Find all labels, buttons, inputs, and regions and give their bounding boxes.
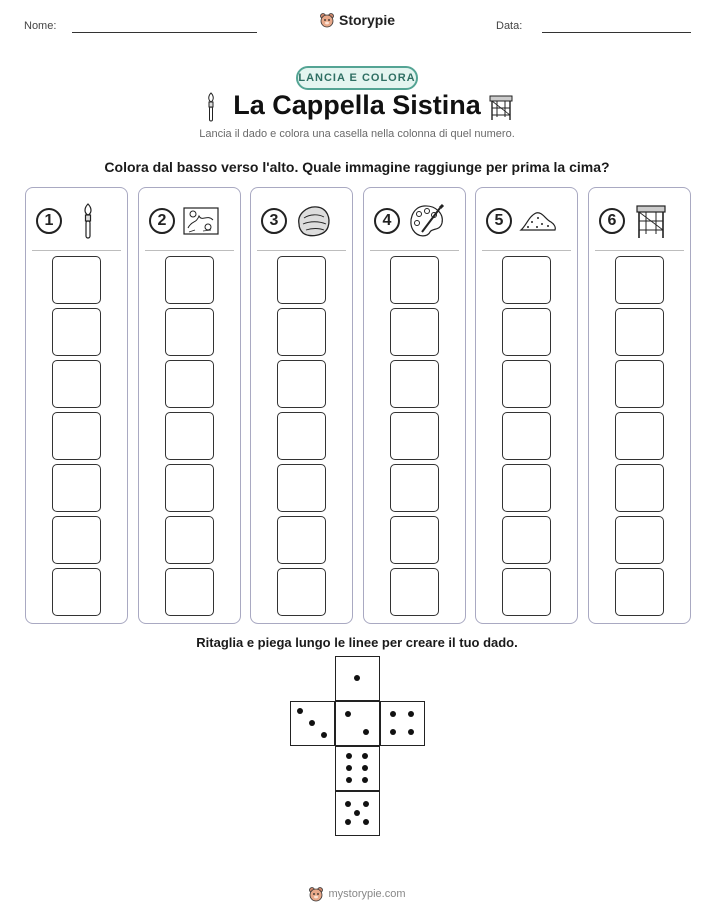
die-pip bbox=[346, 765, 352, 771]
color-box[interactable] bbox=[390, 308, 439, 356]
color-box[interactable] bbox=[277, 360, 326, 408]
brand-name: Storypie bbox=[338, 12, 395, 28]
column-5 bbox=[475, 187, 578, 624]
color-box[interactable] bbox=[615, 360, 664, 408]
die-pip bbox=[363, 729, 369, 735]
column-header bbox=[36, 202, 120, 240]
column-2 bbox=[138, 187, 241, 624]
color-box[interactable] bbox=[615, 516, 664, 564]
column-header bbox=[599, 202, 683, 240]
color-box[interactable] bbox=[277, 464, 326, 512]
bear-logo-icon bbox=[308, 886, 324, 902]
die-pip bbox=[309, 720, 315, 726]
column-4 bbox=[363, 187, 466, 624]
footer bbox=[0, 886, 714, 902]
column-divider bbox=[370, 250, 459, 251]
color-box[interactable] bbox=[52, 308, 101, 356]
die-pip bbox=[321, 732, 327, 738]
color-box[interactable] bbox=[502, 256, 551, 304]
column-divider bbox=[595, 250, 684, 251]
color-box[interactable] bbox=[52, 412, 101, 460]
scaffold-icon bbox=[488, 93, 514, 121]
die-face-1 bbox=[335, 656, 380, 701]
die-pip bbox=[345, 819, 351, 825]
color-box[interactable] bbox=[615, 412, 664, 460]
color-box[interactable] bbox=[277, 516, 326, 564]
color-box[interactable] bbox=[165, 464, 214, 512]
die-pip bbox=[354, 675, 360, 681]
die-pip bbox=[354, 810, 360, 816]
color-box[interactable] bbox=[615, 464, 664, 512]
color-box[interactable] bbox=[502, 360, 551, 408]
color-box[interactable] bbox=[277, 412, 326, 460]
color-box[interactable] bbox=[165, 568, 214, 616]
column-6 bbox=[588, 187, 691, 624]
subtitle: Lancia il dado e colora una casella nella colonna di quel numero. bbox=[199, 128, 515, 140]
color-box[interactable] bbox=[165, 256, 214, 304]
color-box[interactable] bbox=[502, 464, 551, 512]
date-label: Data: bbox=[496, 20, 523, 32]
column-number: 6 bbox=[599, 208, 625, 234]
color-box[interactable] bbox=[390, 568, 439, 616]
color-box[interactable] bbox=[52, 516, 101, 564]
column-header bbox=[149, 202, 233, 240]
column-divider bbox=[32, 250, 121, 251]
column-number: 4 bbox=[374, 208, 400, 234]
paint-palette-icon bbox=[406, 202, 446, 240]
die-pip bbox=[346, 777, 352, 783]
color-box[interactable] bbox=[165, 308, 214, 356]
color-box[interactable] bbox=[390, 360, 439, 408]
color-box[interactable] bbox=[165, 412, 214, 460]
color-box[interactable] bbox=[52, 360, 101, 408]
color-box[interactable] bbox=[390, 412, 439, 460]
column-divider bbox=[145, 250, 234, 251]
die-pip bbox=[362, 753, 368, 759]
cut-instruction: Ritaglia e piega lungo le linee per creare il tuo dado. bbox=[196, 635, 518, 650]
fresco-sketch-icon bbox=[181, 202, 221, 240]
column-number: 1 bbox=[36, 208, 62, 234]
name-line[interactable] bbox=[72, 32, 257, 33]
column-header bbox=[374, 202, 458, 240]
column-number: 3 bbox=[261, 208, 287, 234]
column-number: 5 bbox=[486, 208, 512, 234]
die-pip bbox=[408, 729, 414, 735]
activity-badge: LANCIA E COLORA bbox=[296, 66, 418, 90]
footer-url: mystorypie.com bbox=[328, 888, 406, 900]
color-box[interactable] bbox=[52, 464, 101, 512]
die-face-5 bbox=[335, 791, 380, 836]
color-box[interactable] bbox=[52, 256, 101, 304]
date-line[interactable] bbox=[542, 32, 691, 33]
column-divider bbox=[482, 250, 571, 251]
die-pip bbox=[345, 711, 351, 717]
color-box[interactable] bbox=[390, 256, 439, 304]
color-box[interactable] bbox=[502, 516, 551, 564]
page-title: La Cappella Sistina bbox=[233, 90, 481, 120]
die-pip bbox=[408, 711, 414, 717]
column-3 bbox=[250, 187, 353, 624]
column-header bbox=[261, 202, 345, 240]
die-face-6 bbox=[335, 746, 380, 791]
die-pip bbox=[297, 708, 303, 714]
column-1 bbox=[25, 187, 128, 624]
die-pip bbox=[390, 729, 396, 735]
die-face-3 bbox=[290, 701, 335, 746]
color-box[interactable] bbox=[390, 464, 439, 512]
scaffold-icon bbox=[631, 202, 671, 240]
color-box[interactable] bbox=[165, 516, 214, 564]
color-box[interactable] bbox=[615, 308, 664, 356]
color-box[interactable] bbox=[277, 308, 326, 356]
color-box[interactable] bbox=[52, 568, 101, 616]
die-pip bbox=[346, 753, 352, 759]
column-header bbox=[486, 202, 570, 240]
die-pip bbox=[363, 819, 369, 825]
die-face-2 bbox=[335, 701, 380, 746]
column-divider bbox=[257, 250, 346, 251]
column-number: 2 bbox=[149, 208, 175, 234]
name-label: Nome: bbox=[24, 20, 57, 32]
die-pip bbox=[345, 801, 351, 807]
color-box[interactable] bbox=[615, 568, 664, 616]
color-box[interactable] bbox=[277, 256, 326, 304]
die-pip bbox=[390, 711, 396, 717]
die-pip bbox=[363, 801, 369, 807]
pigment-pile-icon bbox=[518, 202, 558, 240]
color-box[interactable] bbox=[390, 516, 439, 564]
color-box[interactable] bbox=[165, 360, 214, 408]
color-box[interactable] bbox=[615, 256, 664, 304]
color-box[interactable] bbox=[277, 568, 326, 616]
bear-logo-icon bbox=[319, 12, 335, 28]
instruction: Colora dal basso verso l'alto. Quale immagine raggiunge per prima la cima? bbox=[104, 159, 610, 175]
paintbrush-icon bbox=[68, 202, 108, 240]
color-box[interactable] bbox=[502, 412, 551, 460]
die-pip bbox=[362, 777, 368, 783]
plaster-lump-icon bbox=[293, 202, 333, 240]
brand-logo bbox=[0, 12, 714, 28]
color-box[interactable] bbox=[502, 308, 551, 356]
die-pip bbox=[362, 765, 368, 771]
color-box[interactable] bbox=[502, 568, 551, 616]
die-face-4 bbox=[380, 701, 425, 746]
